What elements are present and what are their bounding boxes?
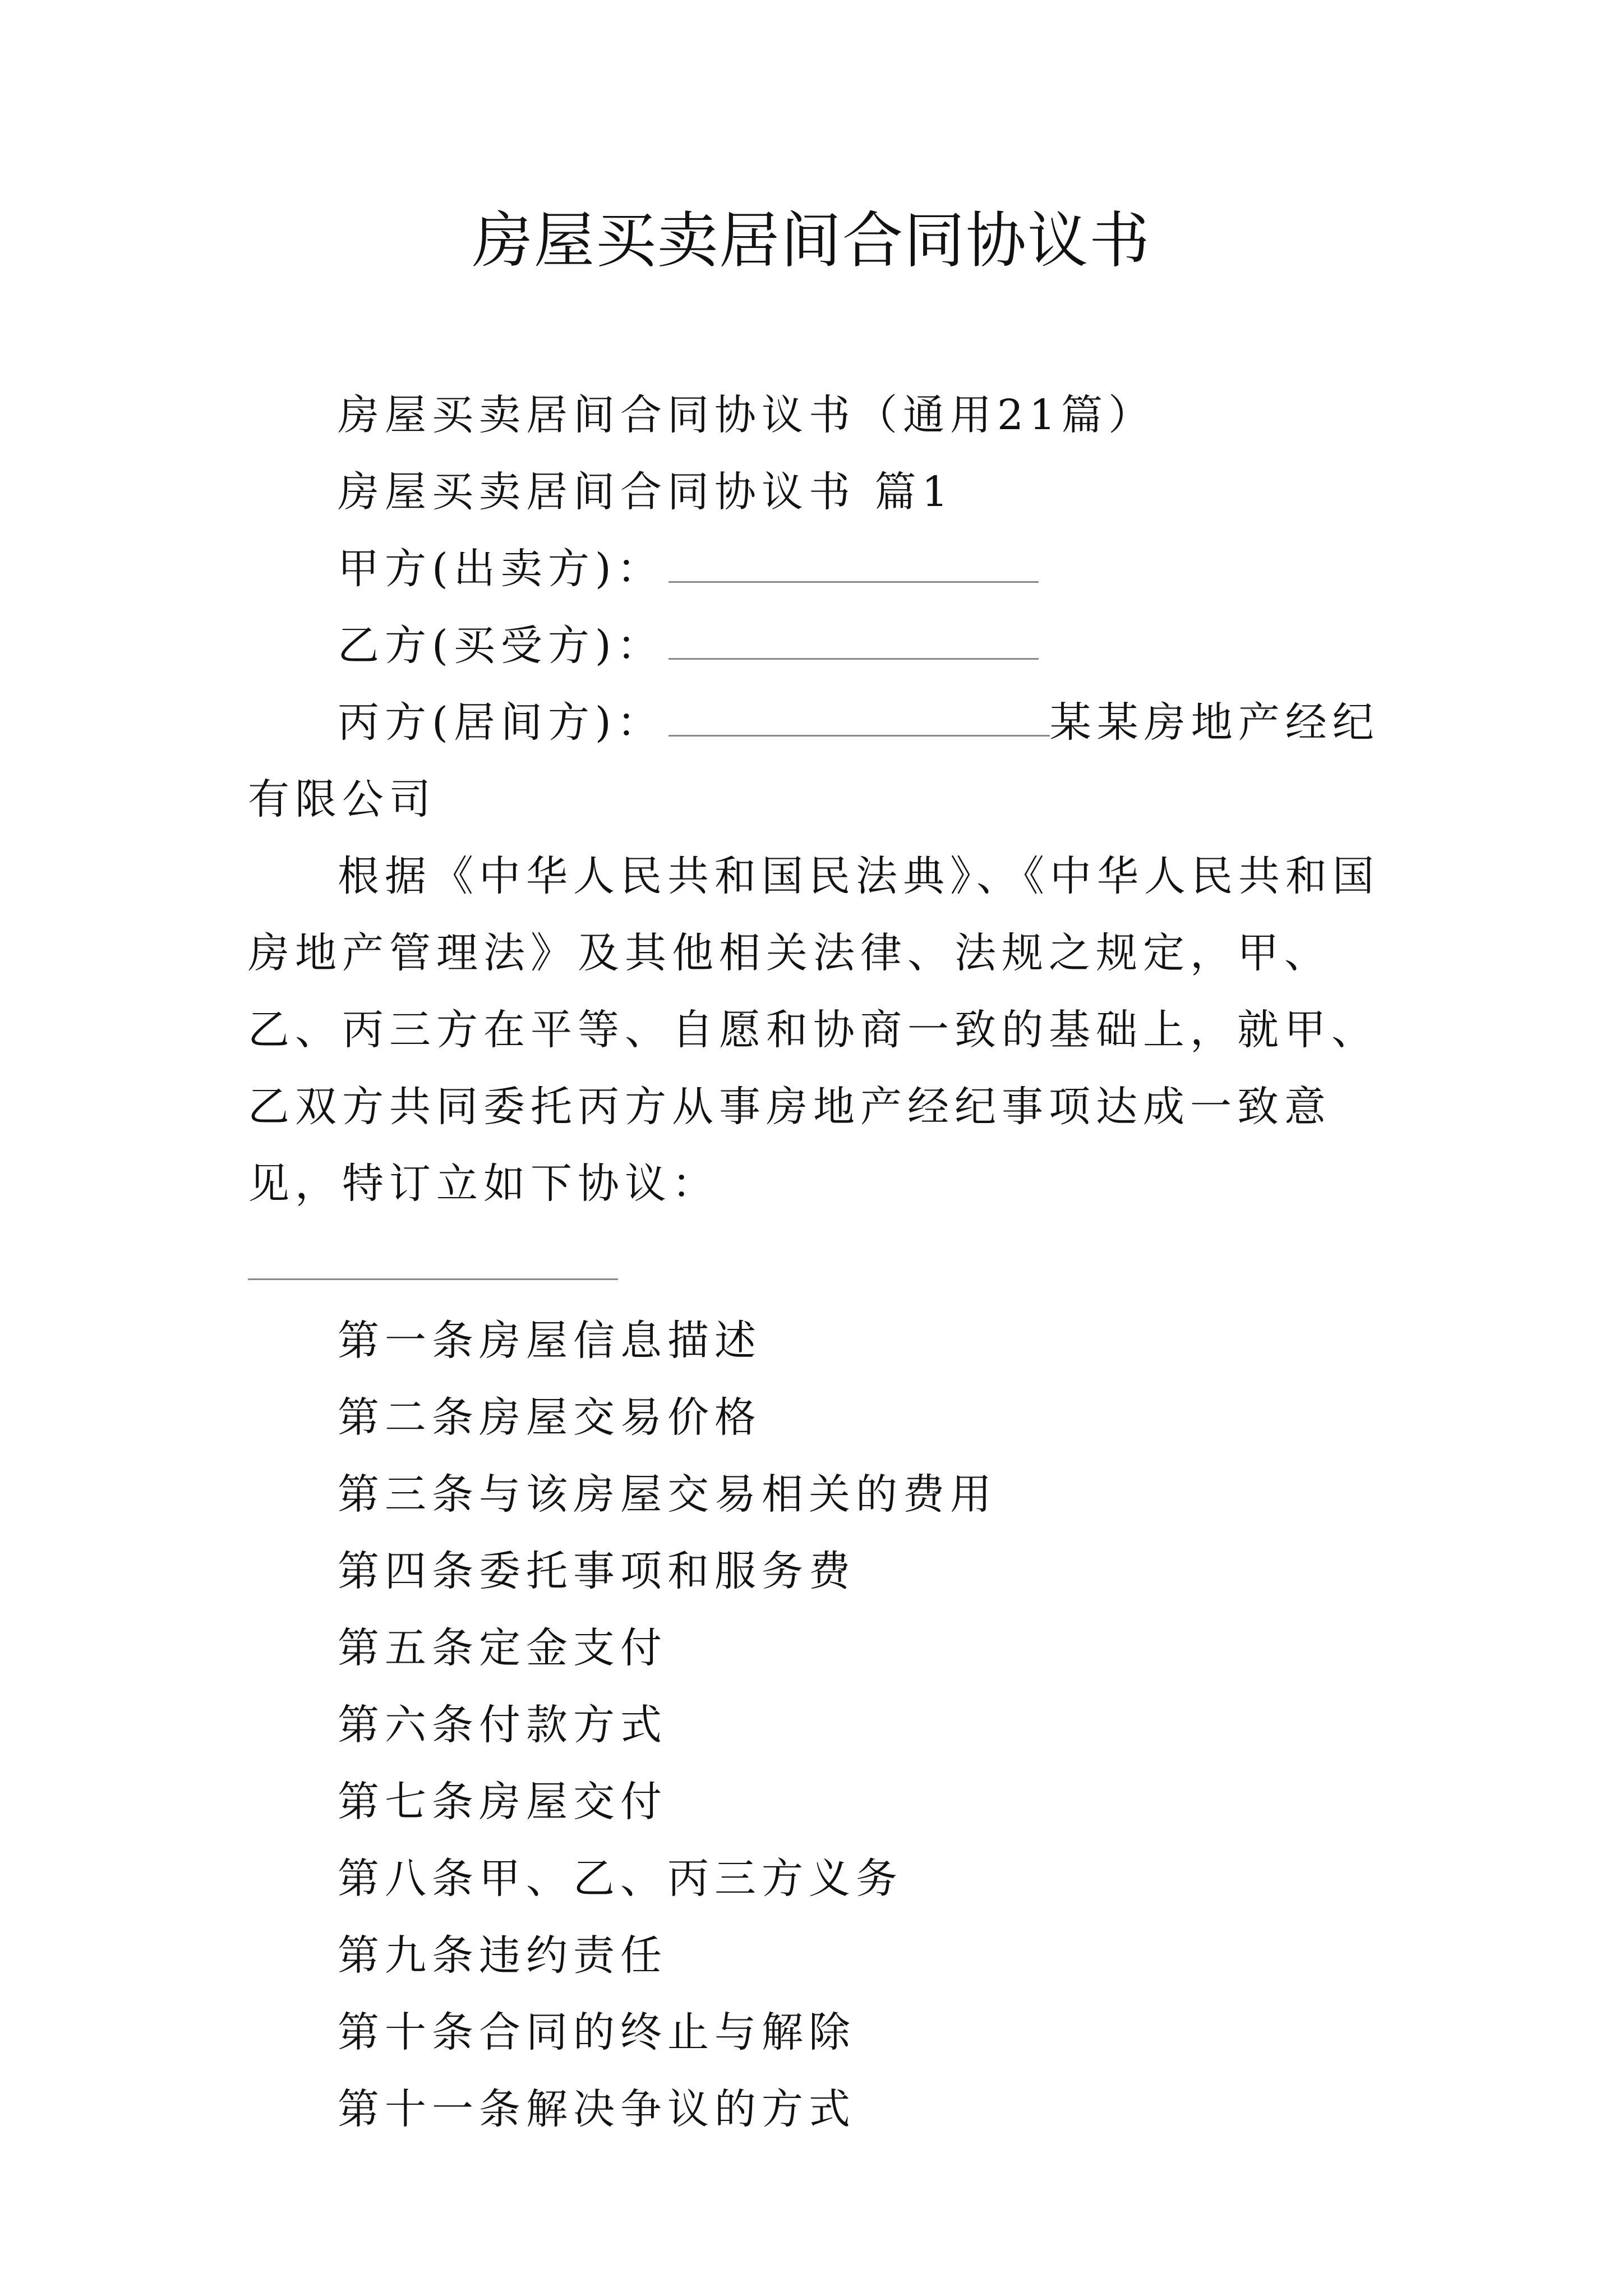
intro-paragraph: 根据《中华人民共和国民法典》、《中华人民共和国房地产管理法》及其他相关法律、法规之规定，甲、乙、丙三方在平等、自愿和协商一致的基础上，就甲、乙双方共同委托丙方从事房地产经纪事项达成一致意见，特订立如下协议： xyxy=(248,852,1380,1208)
party-b-label: 乙方(买受方)： xyxy=(338,622,664,670)
article-item: 第八条甲、乙、丙三方义务 xyxy=(338,1855,903,1903)
document-title: 房屋买卖居间合同协议书 xyxy=(472,206,1151,276)
party-b-blank xyxy=(668,623,1039,660)
article-item: 第七条房屋交付 xyxy=(338,1778,667,1826)
party-c-line xyxy=(248,684,1392,838)
article-item: 第五条定金支付 xyxy=(338,1624,667,1672)
section-heading: 房屋买卖居间合同协议书 篇1 xyxy=(338,468,954,516)
separator-blank-line xyxy=(248,1256,618,1280)
party-a-line xyxy=(248,531,1392,608)
party-c-suffix: 某某房地产经纪有限公司 xyxy=(248,698,1380,823)
article-item: 第六条付款方式 xyxy=(338,1701,667,1749)
article-item: 第二条房屋交易价格 xyxy=(338,1393,762,1442)
article-item: 第一条房屋信息描述 xyxy=(338,1317,762,1365)
party-c-label: 丙方(居间方)： xyxy=(338,698,664,747)
party-a-blank xyxy=(668,546,1039,583)
party-b-line xyxy=(248,608,1392,684)
article-item: 第九条违约责任 xyxy=(338,1931,667,1980)
article-item: 第十一条解决争议的方式 xyxy=(338,2085,856,2133)
article-list xyxy=(248,1303,1392,2148)
document-subtitle: 房屋买卖居间合同协议书（通用21篇） xyxy=(338,391,1156,439)
document-body xyxy=(248,377,1392,2148)
article-item: 第四条委托事项和服务费 xyxy=(338,1547,856,1595)
party-c-blank xyxy=(668,700,1050,737)
article-item: 第三条与该房屋交易相关的费用 xyxy=(338,1470,997,1519)
party-a-label: 甲方(出卖方)： xyxy=(338,545,664,593)
article-item: 第十条合同的终止与解除 xyxy=(338,2008,856,2056)
